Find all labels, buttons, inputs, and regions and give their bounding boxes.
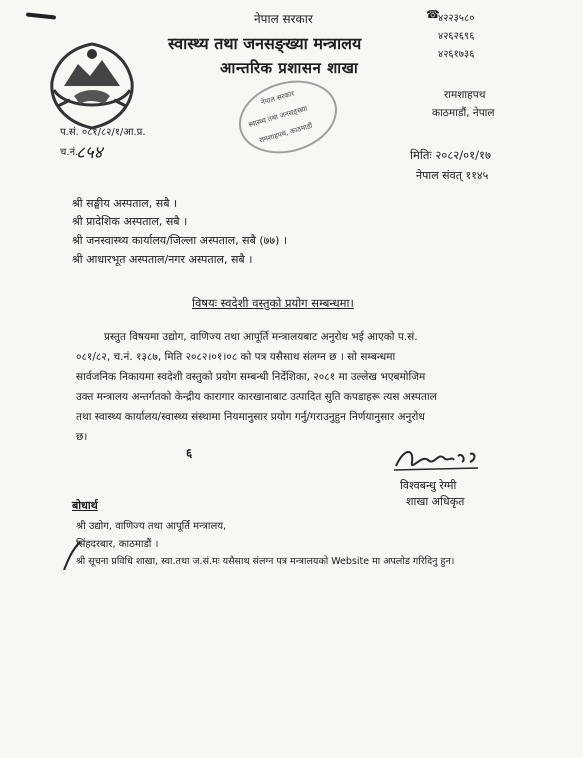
body-line: सार्वजनिक निकायमा स्वदेशी वस्तुको प्रयोग सम्बन्धी निर्देशिका, २०८१ मा उल्लेख भएबमोजिम bbox=[76, 371, 426, 383]
recipient-line: श्री सङ्घीय अस्पताल, सबै । bbox=[72, 197, 178, 210]
recipient-line: श्री जनस्वास्थ्य कार्यालय/जिल्ला अस्पताल, सबै (७७) । bbox=[72, 234, 288, 247]
body-line: छ। bbox=[76, 431, 88, 443]
stamp-text: स्वास्थ्य तथा जनसङ्ख्या bbox=[247, 104, 309, 129]
corner-flourish bbox=[26, 12, 56, 19]
cc-line: सिंहदरबार, काठमाडौं । bbox=[76, 539, 159, 550]
cc-line: श्री सूचना प्रविधि शाखा, स्वा.तथा ज.सं.मः यसैसाथ संलग्न पत्र मन्त्रालयको Website मा अपलोड गरिदिनु हुन। bbox=[76, 556, 455, 567]
signature-icon bbox=[392, 444, 482, 474]
telephone-icon: ☎ bbox=[426, 8, 440, 21]
body-line: प्रस्तुत विषयमा उद्योग, वाणिज्य तथा आपूर्ति मन्त्रालयबाट अनुरोध भई आएको प.सं. bbox=[104, 331, 418, 343]
cc-line: श्री उद्योग, वाणिज्य तथा आपूर्ति मन्त्रालय, bbox=[76, 521, 227, 532]
letter-date: मितिः २०८२/०१/१७ bbox=[410, 148, 491, 162]
address-city: काठमाडौं, नेपाल bbox=[432, 107, 495, 119]
dispatch-number: ८५४ bbox=[76, 143, 103, 163]
section-name: आन्तरिक प्रशासन शाखा bbox=[220, 59, 359, 77]
signer-title: शाखा अधिकृत bbox=[406, 495, 465, 508]
body-line: उक्त मन्त्रालय अन्तर्गतको केन्द्रीय कारागार कारखानाबाट उत्पादित सुति कपडाहरू त्यस अस्पताल bbox=[76, 391, 437, 403]
tick-mark-icon bbox=[62, 540, 82, 570]
government-name: नेपाल सरकार bbox=[254, 12, 313, 26]
phone-number: ४२६२६९६ bbox=[438, 31, 475, 42]
dispatch-label: च.नं. bbox=[60, 147, 79, 158]
recipient-line: श्री आधारभूत अस्पताल/नगर अस्पताल, सबै । bbox=[72, 253, 253, 266]
bodhartha-label: बोधार्थ bbox=[72, 499, 98, 512]
nepal-emblem-icon bbox=[44, 40, 140, 132]
address-street: रामशाहपथ bbox=[444, 89, 486, 101]
reference-number: प.सं. ०८१/८२/१/आ.प्र. bbox=[60, 127, 146, 138]
letter-subject: विषयः स्वदेशी वस्तुको प्रयोग सम्बन्धमा। bbox=[192, 296, 354, 310]
handwritten-mark: ६ bbox=[186, 446, 193, 460]
ministry-name: स्वास्थ्य तथा जनसङ्ख्या मन्त्रालय bbox=[168, 34, 362, 53]
body-line: तथा स्वास्थ्य कार्यालय/स्वास्थ्य संस्थामा नियमानुसार प्रयोग गर्नु/गराउनुहुन निर्णयानुसार अनुरोध bbox=[76, 411, 425, 423]
phone-number: ४२२३५८० bbox=[438, 13, 475, 24]
recipient-line: श्री प्रादेशिक अस्पताल, सबै । bbox=[72, 215, 188, 228]
nepal-samvat-date: नेपाल संवत् ११४५ bbox=[416, 169, 489, 182]
stamp-text: नेपाल सरकार bbox=[259, 89, 296, 107]
signer-name: विश्वबन्धु रेग्मी bbox=[400, 479, 457, 492]
stamp-text: रामशाहपथ, काठमाडौं bbox=[258, 121, 314, 145]
ministry-stamp bbox=[230, 70, 345, 165]
phone-number: ४२६१७३६ bbox=[438, 49, 475, 60]
body-line: ०८१/८२, च.नं. १३८७, मिति २०८२।०१।०८ को पत्र यसैसाथ संलग्न छ । सो सम्बन्धमा bbox=[76, 351, 396, 363]
